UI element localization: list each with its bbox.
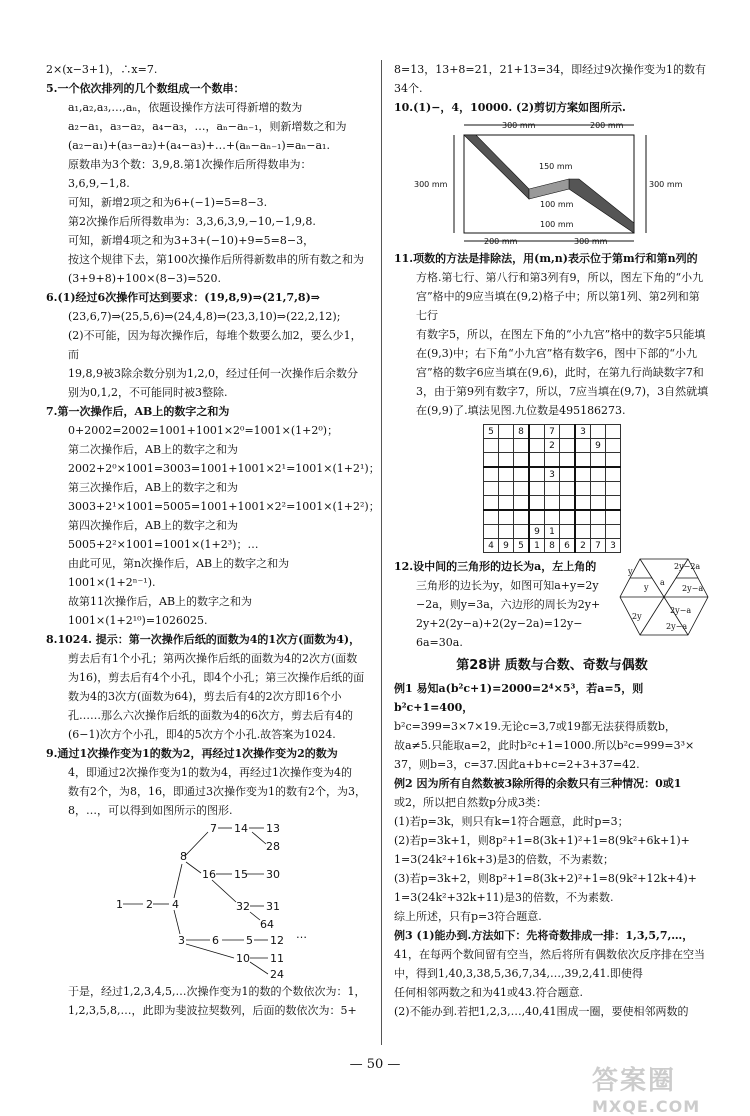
sudoku-cell: [560, 425, 576, 439]
text-line: 宫”格的数字6应当填在(9,6)，此时，在第九行尚缺数字7和: [416, 366, 704, 379]
sudoku-row: [484, 496, 621, 511]
tree-node: 31: [266, 900, 280, 913]
sudoku-row: [484, 482, 621, 496]
dimension-label: 100 mm: [540, 220, 574, 229]
text-line: 在(9,9)了.填法见图.九位数是495186273.: [416, 404, 626, 417]
text-line: 3，由于第9列有数字7，所以，7应当填在(9,7)，3自然就填: [416, 385, 709, 398]
sudoku-cell: [545, 482, 560, 496]
text-line: 5.一个依次排列的几个数组成一个数串：: [46, 82, 245, 95]
hexagon-figure: [618, 557, 710, 637]
sudoku-cell: [484, 453, 499, 468]
sudoku-cell: [545, 496, 560, 511]
sudoku-cell: 7: [545, 425, 560, 439]
tree-node: 14: [234, 822, 248, 835]
hex-label: 2y−a: [670, 606, 692, 615]
text-line: 或2，所以把自然数p分成3类：: [394, 796, 548, 809]
text-line: 4，即通过2次操作变为1的数为4，再经过1次操作变为4的: [68, 766, 352, 779]
text-line: 三角形的边长为y，如图可知a+y=2y: [416, 579, 599, 592]
text-line: 于是，经过1,2,3,4,5,…次操作变为1的数的个数依次为：1，: [68, 985, 366, 998]
sudoku-row: [484, 539, 621, 553]
sudoku-cell: [529, 467, 545, 482]
text-line: 综上所述，只有p=3符合题意.: [394, 910, 542, 923]
tree-node: 28: [266, 840, 280, 853]
sudoku-cell: [499, 425, 514, 439]
hex-label: a: [660, 578, 665, 587]
text-line: 2×(x−3+1)，∴x=7.: [46, 63, 158, 76]
sudoku-cell: [591, 525, 606, 539]
tree-node: 12: [270, 934, 284, 947]
tree-node: 64: [260, 918, 274, 931]
text-line: (a₂−a₁)+(a₃−a₂)+(a₄−a₃)+…+(aₙ−aₙ₋₁)=aₙ−a₁.: [68, 139, 330, 152]
text-line: (3)若p=3k+2，则8p²+1=8(3k+2)²+1=8(9k²+12k+4)+: [394, 872, 697, 885]
sudoku-cell: 7: [591, 539, 606, 553]
watermark-url: MXQE.COM: [592, 1097, 701, 1116]
sudoku-cell: [575, 496, 591, 511]
sudoku-cell: [514, 482, 530, 496]
text-line: 8=13，13+8=21，21+13=34，即经过9次操作变为1的数有: [394, 63, 707, 76]
text-line: 有数字5，所以，在图左下角的“小九宫”格中的数字5只能填: [416, 328, 706, 341]
text-line: 故第11次操作后，AB上的数字之和为: [68, 595, 253, 608]
text-line: 6.(1)经过6次操作可达到要求：(19,8,9)⇒(21,7,8)⇒: [46, 291, 321, 304]
text-line: a₁,a₂,a₃,…,aₙ，依题设操作方法可得新增的数为: [68, 101, 303, 114]
sudoku-cell: [499, 496, 514, 511]
sudoku-cell: 9: [591, 439, 606, 453]
text-line: 1001×(1+2¹⁰)=1026025.: [68, 614, 208, 627]
tree-node: 7: [210, 822, 217, 835]
dimension-label: 300 mm: [574, 237, 608, 246]
cutting-diagram: [394, 117, 710, 249]
dimension-label: 100 mm: [540, 200, 574, 209]
sudoku-cell: [545, 510, 560, 525]
tree-node: 3: [178, 934, 185, 947]
text-line: 第2次操作后所得数串为：3,3,6,3,9,−10,−1,9,8.: [68, 215, 316, 228]
sudoku-grid: [483, 424, 621, 553]
text-line: (2)不能办到.若把1,2,3,…,40,41围成一圈，要使相邻两数的: [394, 1005, 689, 1018]
tree-node: 1: [116, 898, 123, 911]
text-line: (23,6,7)⇒(25,5,6)⇒(24,4,8)⇒(23,3,10)⇒(22,2,12);: [68, 310, 341, 323]
sudoku-row: [484, 439, 621, 453]
sudoku-cell: 3: [606, 539, 621, 553]
text-line: 第三次操作后，AB上的数字之和为: [68, 481, 239, 494]
lecture-title: 第28讲 质数与合数、奇数与偶数: [456, 658, 648, 673]
dimension-label: 300 mm: [414, 180, 448, 189]
text-line: 别为0,1,2，不可能同时被3整除.: [68, 386, 228, 399]
watermark-text: 答案圈: [592, 1066, 677, 1096]
tree-node: 8: [180, 850, 187, 863]
sudoku-cell: 3: [575, 425, 591, 439]
dimension-label: 300 mm: [502, 121, 536, 130]
text-line: 5005+2²×1001=1001×(1+2³)；…: [68, 538, 259, 551]
sudoku-row: [484, 453, 621, 468]
tree-node: 15: [234, 868, 248, 881]
sudoku-cell: [560, 525, 576, 539]
text-line: 由此可见，第n次操作后，AB上的数字之和为1001×(1+2ⁿ⁻¹).: [68, 557, 290, 589]
sudoku-cell: [575, 525, 591, 539]
dimension-label: 200 mm: [484, 237, 518, 246]
sudoku-row: [484, 467, 621, 482]
tree-node: 32: [236, 900, 250, 913]
text-line: 原数串为3个数：3,9,8.第1次操作后所得数串为：3,6,9,−1,8.: [68, 158, 312, 190]
text-line: 为16)，剪去后有4个小孔，即4个小孔；第三次操作后纸的面: [68, 671, 365, 684]
text-line: 3003+2¹×1001=5005=1001+1001×2²=1001×(1+2²)；: [68, 500, 380, 513]
text-line: 故a≠5.只能取a=2，此时b²c+1=1000.所以b²c=999=3³×: [394, 739, 695, 752]
sudoku-cell: 8: [545, 539, 560, 553]
sudoku-cell: [484, 482, 499, 496]
sudoku-cell: [514, 453, 530, 468]
text-line: a₂−a₁，a₃−a₂，a₄−a₃，…，aₙ−aₙ₋₁，则新增数之和为: [68, 120, 347, 133]
tree-figure: [46, 820, 368, 982]
hex-label: y: [628, 567, 633, 576]
text-line: (2)不可能，因为每次操作后，每堆个数要么加2，要么少1，而: [68, 329, 362, 361]
text-line: (3+9+8)+100×(8−3)=520.: [68, 272, 221, 285]
sudoku-cell: [591, 467, 606, 482]
text-line: −2a，则y=3a，六边形的周长为2y+: [416, 598, 601, 611]
sudoku-cell: [514, 439, 530, 453]
sudoku-cell: 2: [545, 439, 560, 453]
text-line: 0+2002=2002=1001+1001×2⁰=1001×(1+2⁰)；: [68, 424, 339, 437]
page-number: — 50 —: [349, 1057, 401, 1072]
text-line: 孔……那么六次操作后纸的面数为4的6次方，剪去后有4的: [68, 709, 353, 722]
dimension-label: 200 mm: [590, 121, 624, 130]
sudoku-cell: [560, 510, 576, 525]
sudoku-row: [484, 525, 621, 539]
text-line: 任何相邻两数之和为41或43.符合题意.: [394, 986, 583, 999]
sudoku-cell: [514, 525, 530, 539]
tree-node: 24: [270, 968, 284, 981]
sudoku-row: [484, 510, 621, 525]
cut-shape: [464, 135, 529, 199]
sudoku-cell: [606, 510, 621, 525]
sudoku-cell: [575, 482, 591, 496]
text-line: 8.1024. 提示：第一次操作后纸的面数为4的1次方(面数为4)，: [46, 633, 361, 646]
cut-shape: [569, 179, 634, 233]
hex-label: y: [644, 583, 649, 592]
sudoku-cell: [499, 439, 514, 453]
sudoku-cell: [529, 439, 545, 453]
text-line: (2)若p=3k+1，则8p²+1=8(3k+1)²+1=8(9k²+6k+1)+: [394, 834, 690, 847]
text-line: 37，则b=3，c=37.因此a+b+c=2+3+37=42.: [394, 758, 640, 771]
sudoku-cell: [591, 510, 606, 525]
sudoku-cell: 4: [484, 539, 499, 553]
text-line: 剪去后有1个小孔；第两次操作后纸的面数为4的2次方(面数: [68, 652, 358, 665]
text-line: 6a=30a.: [416, 636, 463, 649]
sudoku-cell: [606, 425, 621, 439]
text-line: 2002+2⁰×1001=3003=1001+1001×2¹=1001×(1+2¹)；: [68, 462, 380, 475]
sudoku-cell: [606, 453, 621, 468]
sudoku-cell: 5: [514, 539, 530, 553]
sudoku-cell: [575, 453, 591, 468]
tree-node: 11: [270, 952, 284, 965]
text-line: 1=3(24k²+32k+11)是3的倍数，不为素数.: [394, 891, 614, 904]
sudoku-cell: [484, 510, 499, 525]
sudoku-cell: [606, 496, 621, 511]
tree-node: 13: [266, 822, 280, 835]
sudoku-cell: [560, 453, 576, 468]
text-line: 12.设中间的三角形的边长为a，左上角的: [394, 560, 597, 573]
sudoku-row: [484, 425, 621, 439]
text-line: 2y+2(2y−a)+2(2y−2a)=12y−: [416, 617, 583, 630]
text-line: 方格.第七行、第八行和第3列有9，所以，图左下角的“小九: [416, 271, 704, 284]
text-line: 34个.: [394, 82, 423, 95]
sudoku-cell: [560, 482, 576, 496]
text-line: 数为4的3次方(面数为64)，剪去后有4的2次方即16个小: [68, 690, 342, 703]
sudoku-cell: [514, 467, 530, 482]
cut-shape: [529, 179, 569, 199]
text-line: 例1 易知a(b²c+1)=2000=2⁴×5³，若a=5，则b²c+1=400，: [394, 682, 644, 714]
sudoku-cell: 6: [560, 539, 576, 553]
tree-node: 10: [236, 952, 250, 965]
sudoku-cell: [591, 453, 606, 468]
sudoku-cell: 9: [529, 525, 545, 539]
text-line: 19,8,9被3除余数分别为1,2,0，经过任何一次操作后余数分: [68, 367, 358, 380]
hex-label: 2y−2a: [674, 562, 701, 571]
sudoku-cell: [484, 525, 499, 539]
sudoku-cell: 1: [529, 539, 545, 553]
sudoku-cell: [575, 439, 591, 453]
text-line: 7.第一次操作后，AB上的数字之和为: [46, 405, 230, 418]
tree-node: …: [296, 928, 307, 941]
sudoku-cell: 5: [484, 425, 499, 439]
sudoku-cell: [606, 482, 621, 496]
hex-label: 2y−a: [682, 584, 704, 593]
sudoku-cell: [499, 482, 514, 496]
tree-node: 30: [266, 868, 280, 881]
text-line: 可知，新增2项之和为6+(−1)=5=8−3.: [68, 196, 268, 209]
text-line: b²c=399=3×7×19.无论c=3,7或19都无法获得质数b，: [394, 720, 676, 733]
sudoku-cell: [529, 453, 545, 468]
tree-diagram: [46, 820, 368, 982]
sudoku-cell: [514, 496, 530, 511]
dimension-label: 150 mm: [539, 162, 573, 171]
text-line: 11.项数的方法是排除法，用(m,n)表示位于第m行和第n列的: [394, 252, 698, 265]
sudoku-cell: 8: [514, 425, 530, 439]
sudoku-cell: [484, 496, 499, 511]
sudoku-cell: [499, 525, 514, 539]
text-line: 数有2个，为8，16，即通过3次操作变为1的数有2个，为3，: [68, 785, 366, 798]
sudoku-cell: [529, 425, 545, 439]
text-line: 9.通过1次操作变为1的数为2，再经过1次操作变为2的数为: [46, 747, 338, 760]
sudoku-cell: [591, 496, 606, 511]
tree-node: 2: [146, 898, 153, 911]
sudoku-cell: [545, 453, 560, 468]
text-line: 按这个规律下去，第100次操作后所得新数串的所有数之和为: [68, 253, 364, 266]
sudoku-cell: 3: [545, 467, 560, 482]
text-line: 第二次操作后，AB上的数字之和为: [68, 443, 239, 456]
column-divider: [381, 60, 382, 1045]
problem-12: [394, 557, 710, 652]
text-line: 第四次操作后，AB上的数字之和为: [68, 519, 239, 532]
sudoku-cell: [514, 510, 530, 525]
sudoku-cell: [499, 510, 514, 525]
hex-label: 2y: [632, 612, 642, 621]
text-line: 1,2,3,5,8,…，此即为斐波拉契数列，后面的数依次为：5+: [68, 1004, 357, 1017]
cutting-figure: [394, 117, 710, 249]
sudoku-cell: [560, 467, 576, 482]
sudoku-cell: [575, 510, 591, 525]
sudoku-cell: [606, 525, 621, 539]
sudoku-cell: 9: [499, 539, 514, 553]
text-line: (6−1)次方个小孔，即4的5次方个小孔.故答案为1024.: [68, 728, 336, 741]
text-line: 41，在每两个数间留有空当，然后将所有偶数依次反序排在空当: [394, 948, 705, 961]
sudoku-cell: [499, 467, 514, 482]
tree-node: 4: [172, 898, 179, 911]
text-line: 宫”格中的9应当填在(9,2)格子中；所以第1列、第2列和第七行: [416, 290, 700, 322]
sudoku-cell: [606, 439, 621, 453]
text-line: 8，…，可以得到如图所示的图形.: [68, 804, 233, 817]
sudoku-cell: [499, 453, 514, 468]
sudoku-cell: 2: [575, 539, 591, 553]
sudoku-cell: [606, 467, 621, 482]
text-line: 例2 因为所有自然数被3除所得的余数只有三种情况：0或1: [394, 777, 682, 790]
text-line: 可知，新增4项之和为3+3+(−10)+9=5=8−3，: [68, 234, 315, 247]
text-line: 10.(1)−，4，10000. (2)剪切方案如图所示.: [394, 101, 626, 114]
sudoku-cell: [591, 425, 606, 439]
text-line: (1)若p=3k，则只有k=1符合题意，此时p=3；: [394, 815, 629, 828]
sudoku-cell: [591, 482, 606, 496]
left-column: [46, 60, 380, 1020]
sudoku-cell: [484, 467, 499, 482]
watermark-logo: [592, 1060, 732, 1116]
hex-label: 2y−a: [666, 622, 688, 631]
sudoku-cell: [529, 510, 545, 525]
sudoku-cell: [529, 496, 545, 511]
tree-node: 6: [212, 934, 219, 947]
text-line: 1=3(24k²+16k+3)是3的倍数，不为素数；: [394, 853, 614, 866]
tree-node: 5: [246, 934, 253, 947]
right-column: [394, 60, 710, 1021]
text-line: 在(9,3)中；右下角“小九宫”格有数字6，图中下部的“小九: [416, 347, 697, 360]
sudoku-cell: [575, 467, 591, 482]
text-line: 中，得到1,40,3,38,5,36,7,34,…,39,2,41.即使得: [394, 967, 643, 980]
sudoku-cell: 1: [545, 525, 560, 539]
sudoku-cell: [484, 439, 499, 453]
sudoku-cell: [560, 439, 576, 453]
sudoku-cell: [560, 496, 576, 511]
sudoku-cell: [529, 482, 545, 496]
text-line: 例3 (1)能办到.方法如下：先将奇数排成一排：1,3,5,7,…，: [394, 929, 694, 942]
tree-node: 16: [202, 868, 216, 881]
dimension-label: 300 mm: [649, 180, 683, 189]
